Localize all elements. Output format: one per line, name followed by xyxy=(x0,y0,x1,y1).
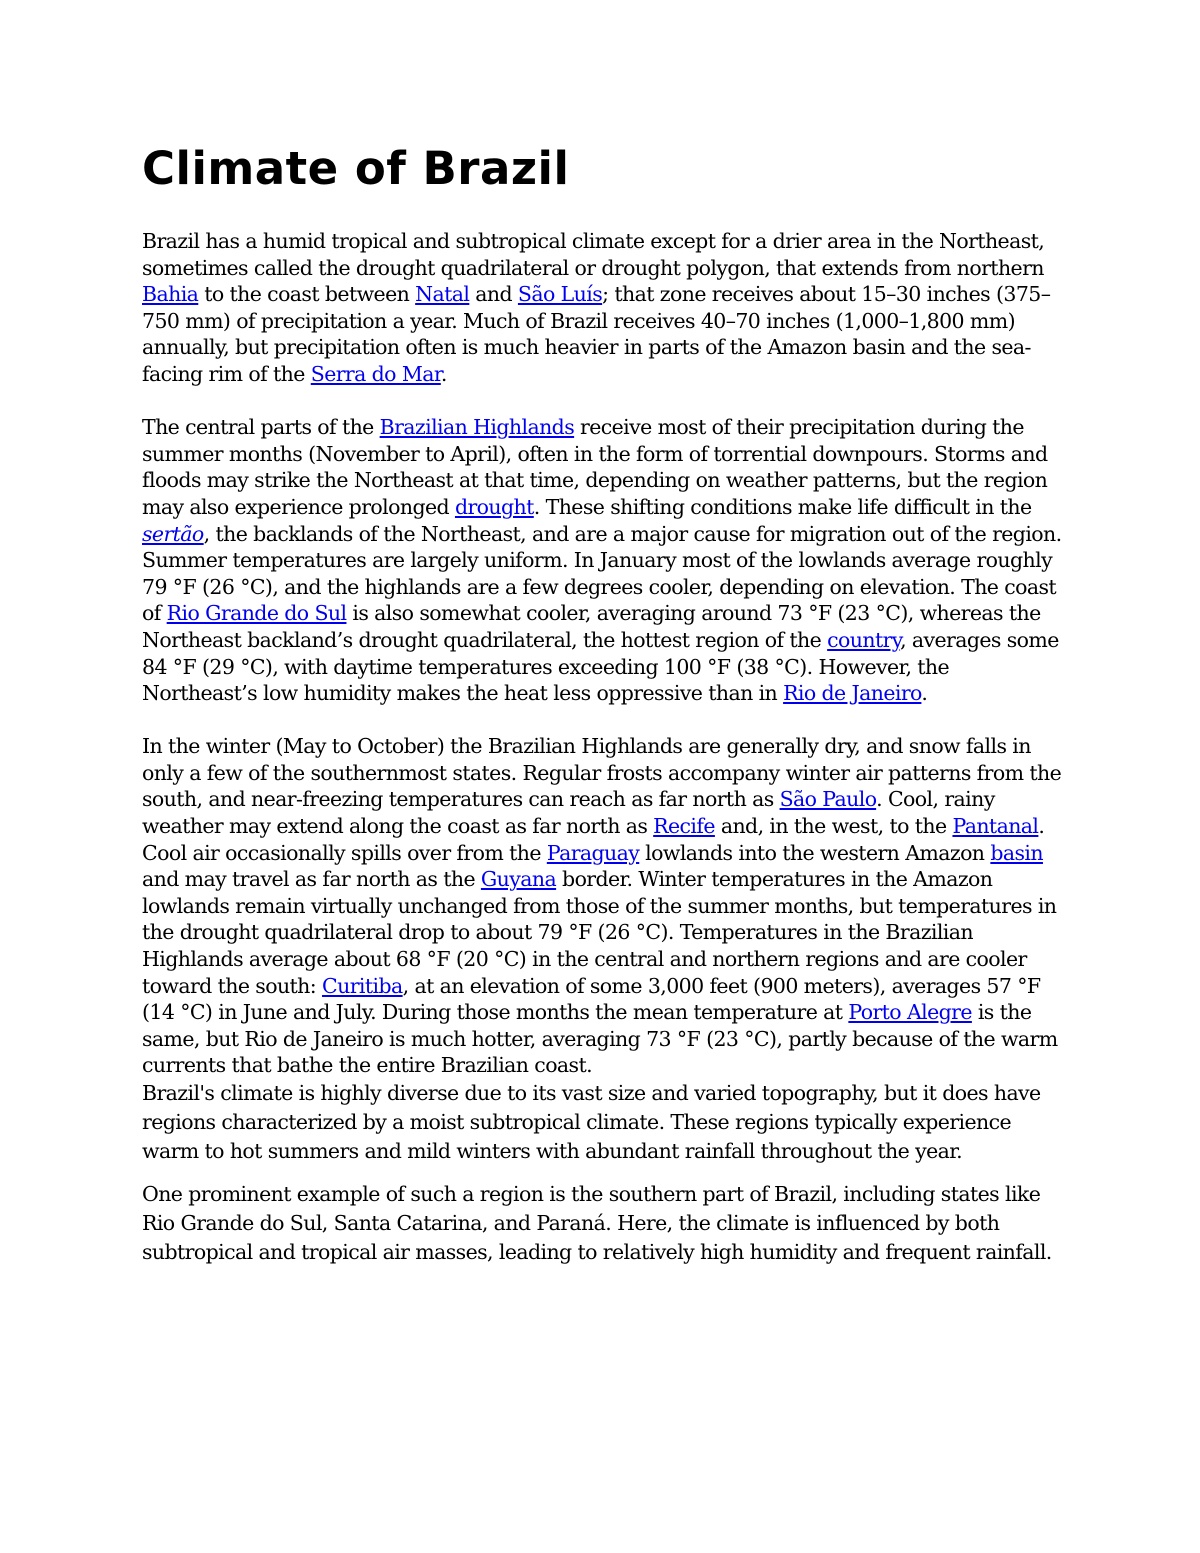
text-run: and, in the west, to the xyxy=(714,814,953,839)
paragraph-1 xyxy=(142,228,1062,388)
link-rio-grande-do-sul[interactable]: Rio Grande do Sul xyxy=(166,601,347,626)
text-run: One prominent example of such a region is the southern part of Brazil, including states like Rio Grande do Sul, Santa Catarina, and Paraná. Here, the climate is influenced by both subtropical and tropical air masses, leading to relatively high humidity and frequent rainfall. xyxy=(142,1182,1052,1264)
text-run: receive most of their precipitation during the summer months (November to April), often in the form of torrential downpours. Storms and floods may strike the Northeast at that time, depending on weather patterns, but the region may also experience prolonged xyxy=(142,415,1048,519)
link-guyana[interactable]: Guyana xyxy=(480,867,557,892)
link-recife[interactable]: Recife xyxy=(653,814,715,839)
text-run: , the backlands of the Northeast, and are a major cause for migration out of the region. Summer temperatures are largely uniform. In January most of the lowlands average roughly 79 °F (26 °C), and the highlands are a few degrees cooler, depending on elevation. The coast of xyxy=(142,521,1062,626)
page-title: Climate of Brazil xyxy=(142,142,570,195)
paragraph-5 xyxy=(142,1180,1062,1267)
document-page xyxy=(142,140,1062,1267)
text-run: . xyxy=(921,681,928,706)
text-run: , at an elevation of some 3,000 feet (900 meters), averages 57 °F (14 °C) in June and July. During those months the mean temperature at xyxy=(142,973,1041,1025)
link-rio-de-janeiro[interactable]: Rio de Janeiro xyxy=(783,681,922,706)
link-basin[interactable]: basin xyxy=(990,840,1043,865)
text-run: The central parts of the xyxy=(142,415,380,440)
text-run: Brazil has a humid tropical and subtropical climate except for a drier area in the Northeast, sometimes called the drought quadrilateral or drought polygon, that extends from northern xyxy=(142,229,1045,280)
paragraph-4 xyxy=(142,1079,1062,1166)
text-run: to the coast between xyxy=(198,282,416,307)
link-bahia[interactable]: Bahia xyxy=(142,282,199,307)
link-natal[interactable]: Natal xyxy=(415,282,470,307)
text-run: is also somewhat cooler, averaging around 73 °F (23 °C), whereas the Northeast backland’s drought quadrilateral, the hottest region of the xyxy=(142,601,1041,652)
text-run: Brazil's climate is highly diverse due to its vast size and varied topography, but it does have regions characterized by a moist subtropical climate. These regions typically experience warm to hot summers and mild winters with abundant rainfall throughout the year. xyxy=(142,1081,1041,1163)
link-paraguay[interactable]: Paraguay xyxy=(546,840,640,865)
text-run: . xyxy=(440,361,447,386)
link-country[interactable]: country xyxy=(827,627,901,652)
link-drought[interactable]: drought xyxy=(454,494,534,519)
text-run: , averages some 84 °F (29 °C), with daytime temperatures exceeding 100 °F (38 °C). However, the Northeast’s low humidity makes the heat less oppressive than in xyxy=(142,627,1059,706)
paragraph-2 xyxy=(142,414,1062,707)
link-porto-alegre[interactable]: Porto Alegre xyxy=(848,1000,972,1025)
link-sert-o[interactable]: sertão xyxy=(142,521,204,546)
link-s-o-lu-s[interactable]: São Luís xyxy=(517,282,603,307)
paragraph-3 xyxy=(142,733,1062,1079)
text-run: . These shifting conditions make life difficult in the xyxy=(533,494,1032,519)
text-run: and may travel as far north as the xyxy=(142,867,481,892)
link-serra-do-mar[interactable]: Serra do Mar xyxy=(310,361,441,386)
text-run: lowlands into the western Amazon xyxy=(639,840,991,865)
text-run: . Cool, rainy weather may extend along the coast as far north as xyxy=(142,787,995,839)
text-run: border. Winter temperatures in the Amazon lowlands remain virtually unchanged from those of the summer months, but temperatures in the drought quadrilateral drop to about 79 °F (26 °C). Temperatures in the Brazilian Highlands average about 68 °F (20 °C) in the central and northern regions and are cooler toward the south: xyxy=(142,867,1057,998)
link-brazilian-highlands[interactable]: Brazilian Highlands xyxy=(379,415,575,440)
text-run: is the same, but Rio de Janeiro is much hotter, averaging 73 °F (23 °C), partly because of the warm currents that bathe the entire Brazilian coast. xyxy=(142,1000,1058,1078)
text-run: ; that zone receives about 15–30 inches (375–750 mm) of precipitation a year. Much of Brazil receives 40–70 inches (1,000–1,800 mm) annually, but precipitation often is much heavier in parts of the Amazon basin and the sea-facing rim of the xyxy=(142,282,1051,386)
text-run: In the winter (May to October) the Brazilian Highlands are generally dry, and snow falls in only a few of the southernmost states. Regular frosts accompany winter air patterns from the south, and near-freezing temperatures can reach as far north as xyxy=(142,734,1062,812)
link-s-o-paulo[interactable]: São Paulo xyxy=(779,787,877,812)
link-pantanal[interactable]: Pantanal xyxy=(952,814,1039,839)
text-run: . Cool air occasionally spills over from the xyxy=(142,814,1045,865)
link-curitiba[interactable]: Curitiba xyxy=(322,973,403,998)
text-run: and xyxy=(469,282,518,307)
